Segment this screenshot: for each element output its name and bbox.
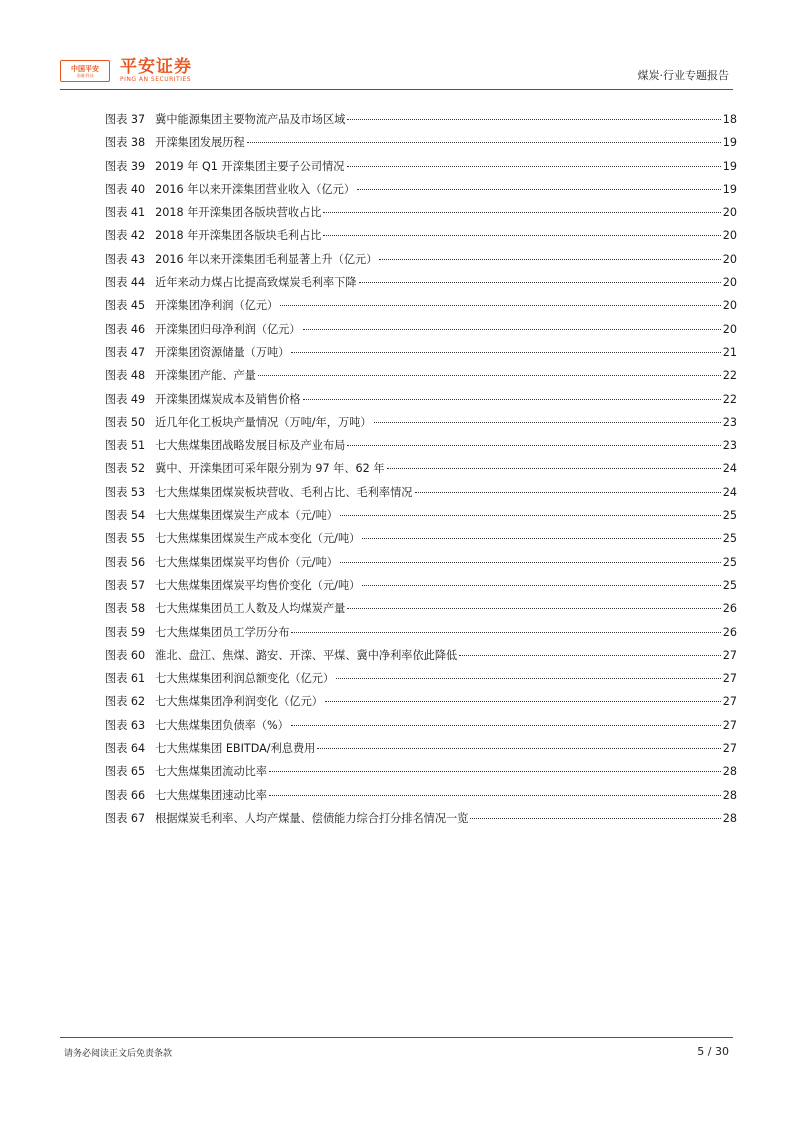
dot-leader xyxy=(258,375,721,376)
figure-title: 开滦集团资源储量（万吨） xyxy=(155,345,290,359)
footer-disclaimer: 请务必阅读正文后免责条款 xyxy=(64,1049,173,1059)
toc-entry-label xyxy=(105,714,289,737)
toc-page-number: 27 xyxy=(722,695,737,709)
figure-title: 七大焦煤集团煤炭板块营收、毛利占比、毛利率情况 xyxy=(155,485,413,499)
dot-leader xyxy=(347,166,721,167)
figure-number: 图表 40 xyxy=(105,182,146,196)
toc-entry[interactable] xyxy=(105,760,737,783)
figure-title: 开滦集团净利润（亿元） xyxy=(155,299,279,313)
dot-leader xyxy=(340,562,721,563)
dot-leader xyxy=(323,235,720,236)
header-divider xyxy=(60,89,733,90)
toc-entry[interactable] xyxy=(105,248,737,271)
figure-number: 图表 39 xyxy=(105,159,146,173)
toc-page-number: 18 xyxy=(722,113,737,126)
toc-entry[interactable] xyxy=(105,318,737,341)
toc-entry[interactable] xyxy=(105,574,737,597)
dot-leader xyxy=(459,655,721,656)
toc-entry-label xyxy=(105,434,345,457)
toc-entry-label xyxy=(105,504,338,527)
figure-number: 图表 47 xyxy=(105,345,146,359)
toc-entry[interactable] xyxy=(105,434,737,457)
figure-title: 开滦集团煤炭成本及销售价格 xyxy=(155,392,301,406)
toc-entry[interactable] xyxy=(105,341,737,364)
figure-number: 图表 67 xyxy=(105,811,146,825)
toc-page-number: 19 xyxy=(722,136,737,150)
figure-number: 图表 59 xyxy=(105,625,146,639)
toc-entry[interactable] xyxy=(105,155,737,178)
figure-number: 图表 52 xyxy=(105,462,146,476)
figure-title: 七大焦煤集团煤炭生产成本变化（元/吨） xyxy=(155,532,361,546)
figure-title: 开滦集团归母净利润（亿元） xyxy=(155,322,301,336)
toc-page-number: 25 xyxy=(722,509,737,523)
figure-title: 七大焦煤集团 EBITDA/利息费用 xyxy=(155,742,316,756)
toc-entry-label xyxy=(105,411,372,434)
toc-page-number: 22 xyxy=(722,392,737,406)
toc-page-number: 23 xyxy=(722,415,737,429)
toc-entry[interactable] xyxy=(105,807,737,830)
toc-entry-label xyxy=(105,248,377,271)
toc-entry-label xyxy=(105,178,355,201)
figure-number: 图表 57 xyxy=(105,578,146,592)
dot-leader xyxy=(379,259,720,260)
figure-number: 图表 61 xyxy=(105,672,146,686)
figure-title: 2018 年开滦集团各版块营收占比 xyxy=(155,206,322,220)
toc-entry[interactable] xyxy=(105,737,737,760)
figure-title: 近几年化工板块产量情况（万吨/年，万吨） xyxy=(155,415,372,429)
logo-box-subtext: 金融·科技 xyxy=(76,72,94,78)
toc-entry-label xyxy=(105,481,413,504)
toc-page-number: 20 xyxy=(722,229,737,243)
page-number: 5 / 30 xyxy=(697,1045,729,1058)
toc-entry-label xyxy=(105,644,457,667)
toc-page-number: 28 xyxy=(722,811,737,825)
toc-page-number: 25 xyxy=(722,578,737,592)
toc-page-number: 28 xyxy=(722,788,737,802)
toc-entry-label xyxy=(105,318,301,341)
dot-leader xyxy=(303,329,721,330)
toc-entry[interactable] xyxy=(105,388,737,411)
figure-title: 2019 年 Q1 开滦集团主要子公司情况 xyxy=(155,159,345,173)
toc-entry-label xyxy=(105,621,289,644)
figure-number: 图表 63 xyxy=(105,718,146,732)
figure-number: 图表 38 xyxy=(105,136,146,150)
toc-entry[interactable] xyxy=(105,201,737,224)
toc-entry[interactable] xyxy=(105,690,737,713)
figure-number: 图表 58 xyxy=(105,602,146,616)
figure-title: 2016 年以来开滦集团营业收入（亿元） xyxy=(155,182,356,196)
dot-leader xyxy=(247,142,721,143)
toc-page-number: 20 xyxy=(722,276,737,290)
figure-title: 七大焦煤集团净利润变化（亿元） xyxy=(155,695,323,709)
toc-entry[interactable] xyxy=(105,364,737,387)
figure-title: 七大焦煤集团员工学历分布 xyxy=(155,625,290,639)
toc-entry-label xyxy=(105,551,338,574)
figure-number: 图表 44 xyxy=(105,276,146,290)
toc-entry-label xyxy=(105,108,345,131)
brand-name-cn: 平安证券 xyxy=(120,57,192,77)
toc-entry[interactable] xyxy=(105,551,737,574)
figure-title: 七大焦煤集团煤炭平均售价（元/吨） xyxy=(155,555,338,569)
figure-title: 七大焦煤集团负债率（%） xyxy=(155,718,289,732)
figure-number: 图表 42 xyxy=(105,229,146,243)
figure-number: 图表 51 xyxy=(105,439,146,453)
dot-leader xyxy=(374,422,721,423)
toc-page-number: 24 xyxy=(722,462,737,476)
figure-number: 图表 48 xyxy=(105,369,146,383)
figure-title: 七大焦煤集团煤炭平均售价变化（元/吨） xyxy=(155,578,361,592)
figure-title: 冀中、开滦集团可采年限分别为 97 年、62 年 xyxy=(155,462,385,476)
toc-entry-label xyxy=(105,155,345,178)
logo-box-text: 中国平安 xyxy=(71,64,99,73)
dot-leader xyxy=(470,818,720,819)
ping-an-logo-icon xyxy=(60,60,110,82)
toc-entry-label xyxy=(105,341,289,364)
toc-entry[interactable] xyxy=(105,667,737,690)
toc-entry[interactable] xyxy=(105,108,737,131)
figure-title: 2018 年开滦集团各版块毛利占比 xyxy=(155,229,322,243)
dot-leader xyxy=(317,748,720,749)
figure-number: 图表 43 xyxy=(105,252,146,266)
brand-name xyxy=(120,58,192,84)
figure-title: 七大焦煤集团速动比率 xyxy=(155,788,268,802)
toc-entry[interactable] xyxy=(105,784,737,807)
toc-entry-label xyxy=(105,737,315,760)
figure-title: 七大焦煤集团煤炭生产成本（元/吨） xyxy=(155,509,338,523)
figure-number: 图表 37 xyxy=(105,113,146,126)
brand-name-en: PING AN SECURITIES xyxy=(120,76,192,83)
toc-entry-label xyxy=(105,597,345,620)
toc-entry-label xyxy=(105,294,278,317)
figure-title: 开滦集团发展历程 xyxy=(155,136,245,150)
toc-page-number: 19 xyxy=(722,182,737,196)
figure-title: 淮北、盘江、焦煤、潞安、开滦、平煤、冀中净利率依此降低 xyxy=(155,648,458,662)
dot-leader xyxy=(336,678,721,679)
figure-number: 图表 50 xyxy=(105,415,146,429)
toc-page-number: 27 xyxy=(722,648,737,662)
toc-page-number: 20 xyxy=(722,206,737,220)
figure-number: 图表 41 xyxy=(105,206,146,220)
toc-entry-label xyxy=(105,388,301,411)
dot-leader xyxy=(362,538,720,539)
toc-page-number: 21 xyxy=(722,345,737,359)
toc-entry[interactable] xyxy=(105,621,737,644)
figure-title: 2016 年以来开滦集团毛利显著上升（亿元） xyxy=(155,252,378,266)
toc-page-number: 23 xyxy=(722,439,737,453)
figure-title: 七大焦煤集团流动比率 xyxy=(155,765,268,779)
table-of-figures xyxy=(105,108,737,830)
toc-page-number: 22 xyxy=(722,369,737,383)
toc-entry-label xyxy=(105,271,357,294)
dot-leader xyxy=(362,585,720,586)
dot-leader xyxy=(359,282,721,283)
figure-number: 图表 53 xyxy=(105,485,146,499)
toc-page-number: 19 xyxy=(722,159,737,173)
figure-number: 图表 56 xyxy=(105,555,146,569)
dot-leader xyxy=(323,212,720,213)
toc-page-number: 26 xyxy=(722,602,737,616)
toc-page-number: 27 xyxy=(722,742,737,756)
toc-entry-label xyxy=(105,807,468,830)
dot-leader xyxy=(347,119,720,120)
toc-entry-label xyxy=(105,690,323,713)
toc-page-number: 27 xyxy=(722,672,737,686)
toc-entry[interactable] xyxy=(105,411,737,434)
toc-entry[interactable] xyxy=(105,294,737,317)
dot-leader xyxy=(347,608,720,609)
toc-entry-label xyxy=(105,457,385,480)
toc-entry[interactable] xyxy=(105,644,737,667)
dot-leader xyxy=(269,795,721,796)
toc-entry[interactable] xyxy=(105,714,737,737)
figure-title: 冀中能源集团主要物流产品及市场区域 xyxy=(155,113,346,126)
toc-entry-label xyxy=(105,364,256,387)
toc-entry-label xyxy=(105,224,321,247)
dot-leader xyxy=(269,771,721,772)
logo xyxy=(60,58,192,84)
toc-page-number: 28 xyxy=(722,765,737,779)
toc-entry[interactable] xyxy=(105,271,737,294)
toc-entry-label xyxy=(105,201,321,224)
dot-leader xyxy=(291,725,721,726)
figure-title: 七大焦煤集团员工人数及人均煤炭产量 xyxy=(155,602,346,616)
figure-number: 图表 49 xyxy=(105,392,146,406)
toc-entry[interactable] xyxy=(105,224,737,247)
figure-number: 图表 65 xyxy=(105,765,146,779)
page-header xyxy=(0,0,793,100)
toc-entry-label xyxy=(105,667,334,690)
figure-title: 近年来动力煤占比提高致煤炭毛利率下降 xyxy=(155,276,357,290)
toc-entry-label xyxy=(105,784,267,807)
dot-leader xyxy=(340,515,721,516)
toc-entry[interactable] xyxy=(105,527,737,550)
toc-entry-label xyxy=(105,527,360,550)
toc-page-number: 25 xyxy=(722,555,737,569)
dot-leader xyxy=(347,445,720,446)
toc-page-number: 20 xyxy=(722,299,737,313)
dot-leader xyxy=(415,492,721,493)
toc-entry-label xyxy=(105,131,245,154)
dot-leader xyxy=(325,701,721,702)
figure-number: 图表 64 xyxy=(105,742,146,756)
footer-divider xyxy=(60,1037,733,1038)
toc-entry-label xyxy=(105,574,360,597)
figure-number: 图表 60 xyxy=(105,648,146,662)
toc-page-number: 20 xyxy=(722,252,737,266)
figure-number: 图表 54 xyxy=(105,509,146,523)
toc-entry[interactable] xyxy=(105,504,737,527)
toc-page-number: 24 xyxy=(722,485,737,499)
toc-page-number: 20 xyxy=(722,322,737,336)
toc-entry[interactable] xyxy=(105,597,737,620)
toc-entry-label xyxy=(105,760,267,783)
figure-title: 七大焦煤集团利润总额变化（亿元） xyxy=(155,672,335,686)
toc-entry[interactable] xyxy=(105,481,737,504)
figure-title: 开滦集团产能、产量 xyxy=(155,369,256,383)
dot-leader xyxy=(291,352,720,353)
toc-entry[interactable] xyxy=(105,131,737,154)
toc-entry[interactable] xyxy=(105,457,737,480)
dot-leader xyxy=(303,399,721,400)
dot-leader xyxy=(357,189,721,190)
figure-number: 图表 55 xyxy=(105,532,146,546)
dot-leader xyxy=(387,468,721,469)
dot-leader xyxy=(291,632,720,633)
toc-entry[interactable] xyxy=(105,178,737,201)
figure-number: 图表 62 xyxy=(105,695,146,709)
figure-number: 图表 66 xyxy=(105,788,146,802)
figure-number: 图表 46 xyxy=(105,322,146,336)
figure-number: 图表 45 xyxy=(105,299,146,313)
dot-leader xyxy=(280,305,721,306)
report-type: 煤炭·行业专题报告 xyxy=(637,69,729,82)
toc-page-number: 25 xyxy=(722,532,737,546)
toc-page-number: 26 xyxy=(722,625,737,639)
toc-page-number: 27 xyxy=(722,718,737,732)
figure-title: 根据煤炭毛利率、人均产煤量、偿债能力综合打分排名情况一览 xyxy=(155,811,469,825)
figure-title: 七大焦煤集团战略发展目标及产业布局 xyxy=(155,439,346,453)
